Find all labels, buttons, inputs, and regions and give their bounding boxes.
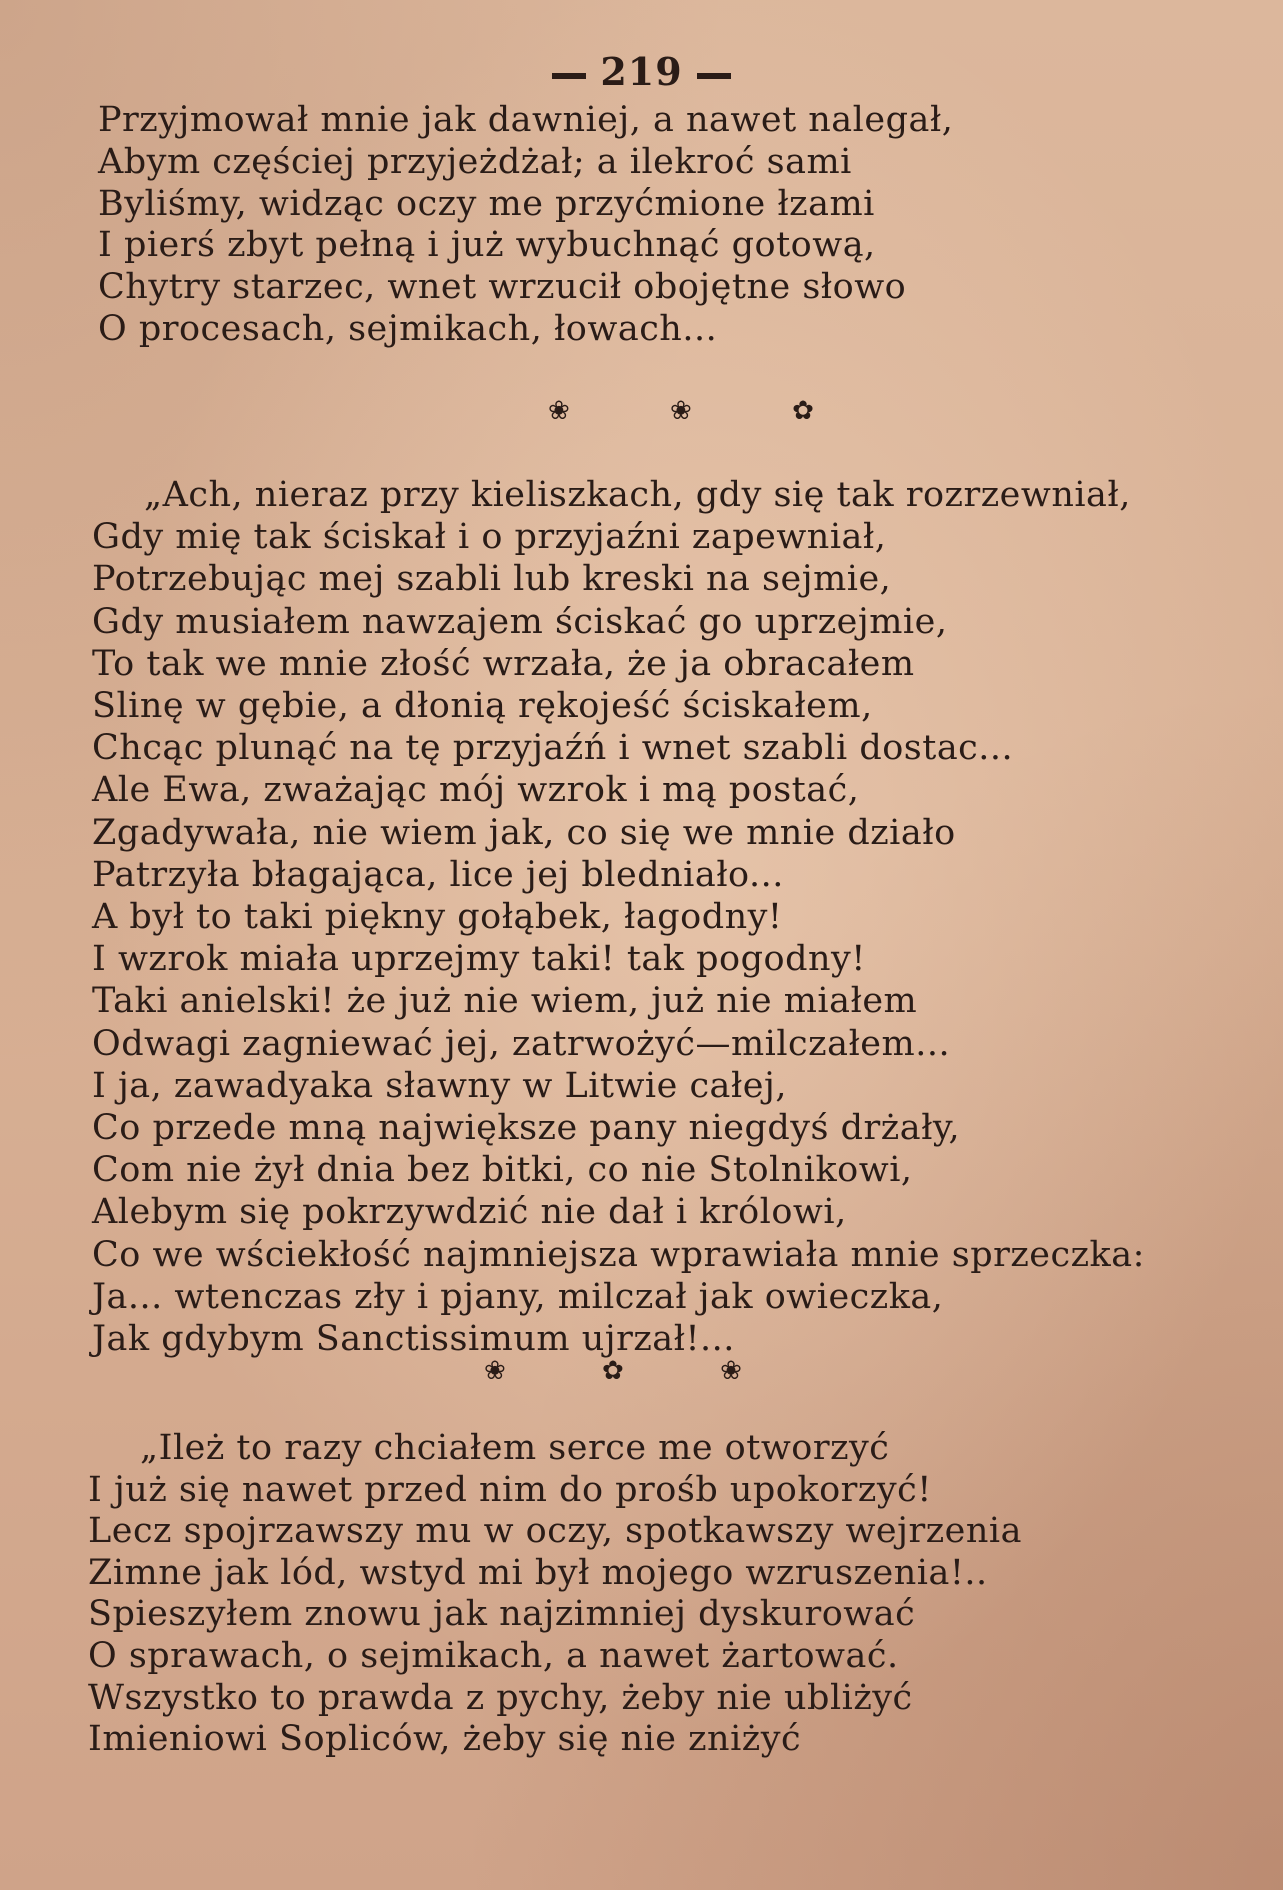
verse-line: Patrzyła błagająca, lice jej bledniało...: [92, 854, 784, 895]
ornament-glyphs: ❀ ✿ ❀: [484, 1356, 786, 1386]
verse-line: Ja... wtenczas zły i pjany, milczał jak owieczka,: [92, 1276, 944, 1317]
page-number: [0, 48, 1283, 96]
verse-line: Taki anielski! że już nie wiem, już nie miałem: [92, 981, 918, 1022]
verse-line: Chcąc plunąć na tę przyjaźń i wnet szabli dostac...: [92, 728, 1014, 769]
verse-line: I pierś zbyt pełną i już wybuchnąć gotową,: [98, 225, 876, 266]
verse-line: I wzrok miała uprzejmy taki! tak pogodny!: [92, 939, 866, 980]
verse-line: Spieszyłem znowu jak najzimniej dyskurować: [88, 1594, 916, 1635]
verse-line: „Ach, nieraz przy kieliszkach, gdy się tak rozrzewniał,: [144, 475, 1131, 515]
verse-line: I ja, zawadyaka sławny w Litwie całej,: [92, 1065, 787, 1106]
verse-line: I już się nawet przed nim do prośb upokorzyć!: [88, 1469, 932, 1510]
verse-line: Zgadywała, nie wiem jak, co się we mnie działo: [92, 812, 956, 853]
verse-line: Slinę w gębie, a dłonią rękojeść ściskałem,: [92, 686, 873, 727]
verse-line: Co przede mną największe pany niegdyś drżały,: [92, 1108, 961, 1149]
page-number-value: 219: [600, 49, 683, 94]
verse-line: Com nie żył dnia bez bitki, co nie Stolnikowi,: [92, 1150, 913, 1191]
section-ornament: [484, 1356, 786, 1386]
verse-line: Abym częściej przyjeżdżał; a ilekroć sami: [98, 141, 852, 182]
verse-line: „Ileż to razy chciałem serce me otworzyć: [140, 1428, 890, 1468]
stanza-2: [92, 474, 1232, 1360]
verse-line: Alebym się pokrzywdzić nie dał i królowi,: [92, 1192, 847, 1233]
verse-line: To tak we mnie złość wrzała, że ja obracałem: [92, 643, 915, 684]
verse-line: Wszystko to prawda z pychy, żeby nie ubliżyć: [88, 1677, 913, 1718]
page-number-dash-right: [697, 73, 731, 79]
verse-line: Odwagi zagniewać jej, zatrwożyć—milczałem...: [92, 1023, 951, 1064]
ornament-glyphs: ❀ ❀ ✿: [548, 396, 860, 426]
verse-line: O sprawach, o sejmikach, a nawet żartować.: [88, 1635, 899, 1676]
verse-line: Co we wściekłość najmniejsza wprawiała mnie sprzeczka:: [92, 1234, 1145, 1275]
verse-line: Przyjmował mnie jak dawniej, a nawet nalegał,: [98, 100, 954, 140]
section-ornament: [548, 396, 860, 426]
stanza-3: [88, 1428, 1228, 1761]
verse-line: Zimne jak lód, wstyd mi był mojego wzruszenia!..: [88, 1552, 988, 1593]
stanza-1: [98, 100, 1238, 351]
verse-line: Lecz spojrzawszy mu w oczy, spotkawszy wejrzenia: [88, 1511, 1022, 1552]
verse-line: A był to taki piękny gołąbek, łagodny!: [92, 897, 783, 938]
verse-line: Imieniowi Sopliców, żeby się nie zniżyć: [88, 1719, 802, 1760]
verse-line: Gdy mię tak ściskał i o przyjaźni zapewniał,: [92, 517, 887, 558]
verse-line: Ale Ewa, zważając mój wzrok i mą postać,: [92, 770, 860, 811]
verse-line: O procesach, sejmikach, łowach...: [98, 308, 718, 349]
verse-line: Gdy musiałem nawzajem ściskać go uprzejmie,: [92, 601, 948, 642]
verse-line: Byliśmy, widząc oczy me przyćmione łzami: [98, 183, 875, 224]
verse-line: Jak gdybym Sanctissimum ujrzał!...: [92, 1319, 735, 1360]
verse-line: Chytry starzec, wnet wrzucił obojętne słowo: [98, 267, 907, 308]
page-number-dash-left: [552, 73, 586, 79]
verse-line: Potrzebując mej szabli lub kreski na sejmie,: [92, 559, 892, 600]
